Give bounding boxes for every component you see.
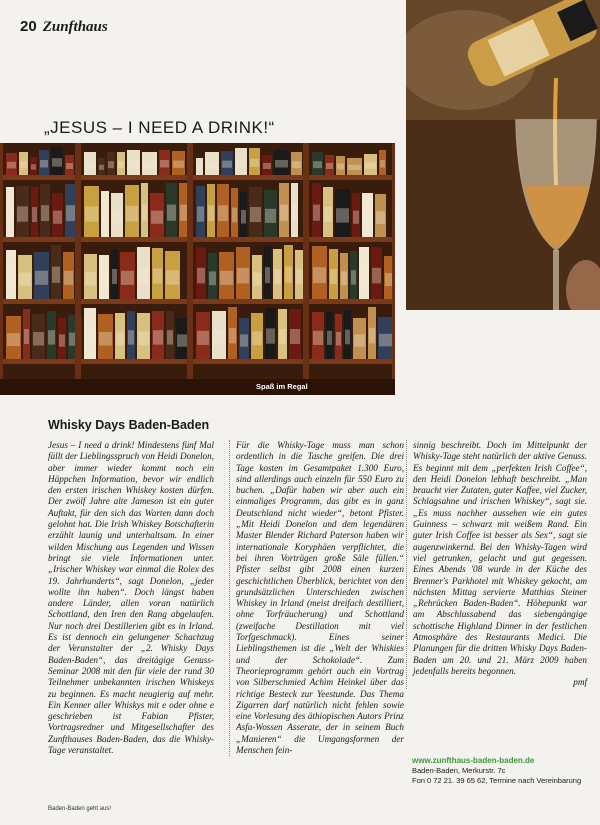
contact-address: Baden-Baden, Merkurstr. 7c xyxy=(412,766,506,775)
contact-phone: Fon 0 72 21. 39 65 62, Termine nach Vereinbarung xyxy=(412,776,582,785)
column-2-text: Für die Whisky-Tage muss man schon ordentlich in die Tasche greifen. Die drei Tage kosten im Gesamtpaket 1.300 Euro, sind allerdings auch einzeln für 550 Euro zu buchen. „Dafür haben wir aber auch ein einmaliges Programm, das gibt es in ganz Deutschland nicht wieder“, betont Pfister. „Mit Heidi Donelon und dem legendären Master Blender Richard Paterson haben wir internationale Koryphäen verpflichtet, die bei ihren Vorträgen große Säle füllen.“ Pfister selbst gibt 2008 einen kurzen geschichtlichen Überblick, berichtet von den grundsätzlichen Unterschieden zwischen Whiskey in Irland (meist dreifach destilliert, ohne Torfräucherung) und Schottland (zweifache Destillation mit viel Torfgeschmack). Eines seiner Lieblingsthemen ist die „Welt der Whiskies und der Schokolade“. Zum Theorieprogramm gehört auch ein Vortrag von Silberschmied Achim Heinkel über das richtige Besteck zur Yeestunde. Das Thema Zigarren darf natürlich nicht fehlen sowie eine Vorlesung des äthiopischen Autors Prinz Asfa-Wossen Asserate, der in seinem Buch „Manieren“ die Umgangsformen der Menschen fein- xyxy=(236,440,404,756)
website-link[interactable]: www.zunfthaus-baden-baden.de xyxy=(412,756,535,765)
article-column-3 xyxy=(406,440,587,689)
whisky-pour-photo xyxy=(406,0,600,310)
article-title: Whisky Days Baden-Baden xyxy=(48,418,210,432)
whisky-shelf-photo xyxy=(0,143,395,395)
column-3-text: sinnig beschreibt. Doch im Mittelpunkt der Whisky-Tage steht natürlich der aktive Genuss. Es beginnt mit dem „perfekten Irish Coffee“, den Heidi Donelon lebhaft beschreibt. „Man braucht vier Zutaten, guter Kaffee, viel Zucker, Schlagsahne und irischen Whiskey“, sagt sie. „Es muss nachher aussehen wie ein gutes Guinness – schwarz mit weißem Rand. Ein guter Irish Coffee ist besser als Sex“, sagt sie augenzwinkernd. Bei den Whisky-Tagen wird viel getrunken, gelacht und gut gegessen. Eines Abends '08 wurde in der Küche des Brenner's Parkhotel mit Whiskey gekocht, am nächsten Mittag servierte Matthias Steiner „Rehrücken Baden-Baden“. Höhepunkt war am Abschlussabend das siebengängige schottische Highland Dinner in der festlichen Atmosphäre des Restaurants Medici. Die Planungen für die dritten Whisky Days Baden-Baden am 20. und 21. März 2009 haben jedenfalls bereits begonnen. xyxy=(413,440,587,676)
author-signature: pmf xyxy=(573,677,587,688)
page-number: 20 xyxy=(20,18,37,35)
section-title: Zunfthaus xyxy=(42,19,108,35)
article-column-1 xyxy=(48,440,214,756)
page-footer: Baden-Baden geht aus! xyxy=(48,806,112,812)
column-1-text: Jesus – I need a drink! Mindestens fünf Mal fällt der Lieblingsspruch von Heidi Donelon, aber immer wieder kommt noch ein Häppchen Information, bevor wir endlich den ersten irischen Whiskey kosten dürfen. Der zwölf Jahre alte Jameson ist ein guter Auftakt, für den sich das Warten dann doch gelohnt hat. Die Irish Whiskey Botschafterin erzählt launig und unterhaltsam. In einer wilden Mischung aus Legenden und Wissen bringt sie viele Informationen unter. „Irischer Whiskey war einmal die Rolex des 19. Jahrhunderts“, sagt Donelon, „jeder wollte ihn haben“. Doch längst haben andere Länder, allen voran natürlich Schottland, den Iren den Rang abgelaufen. Nur noch drei Destillerien gibt es in Irland. Es ist dennoch ein gelungener Schachzug der Veranstalter der „2. Whisky Days Baden-Baden“, das dreitägige Genuss-Seminar 2008 mit den für viele der rund 30 Teilnehmer unbekannten irischen Whiskeys zu beginnen. Es macht neugierig auf mehr. Ein Kenner aller Whiskys mit e oder ohne e geschrieben ist Fabian Pfister, Vortragsredner und Mitgesellschafter des Zunfthauses Baden-Baden, das die Whisky-Tage veranstaltet. xyxy=(48,440,214,756)
article-column-2 xyxy=(229,440,404,756)
headline: „JESUS – I NEED A DRINK!“ xyxy=(44,118,275,137)
photo-caption: Spaß im Regal xyxy=(256,382,308,391)
contact-box xyxy=(412,756,581,786)
page-header xyxy=(20,18,108,36)
